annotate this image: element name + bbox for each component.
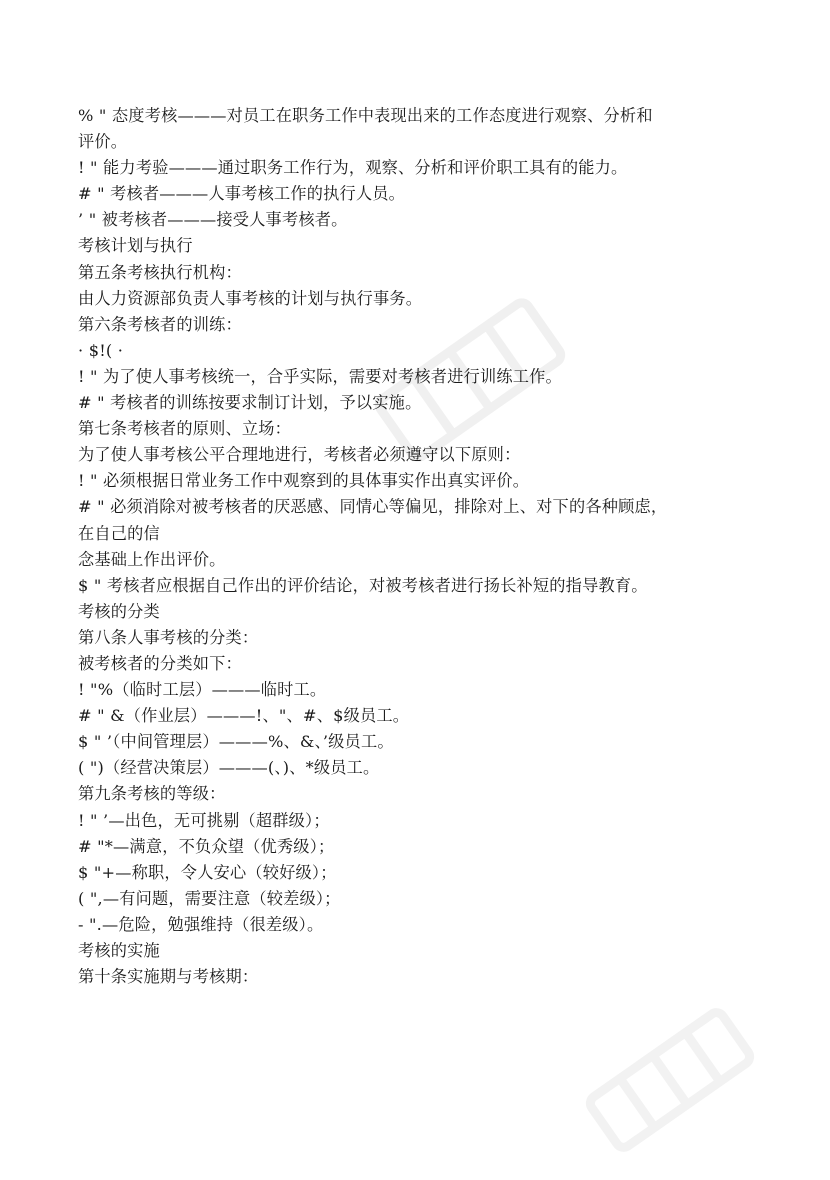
text-line: ( ",—有问题，需要注意（较差级）；: [78, 888, 341, 908]
text-line: ! "%（临时工层）———临时工。: [78, 680, 327, 700]
section-heading: 考核计划与执行: [78, 236, 193, 256]
article-heading: 第六条考核者的训练：: [78, 314, 242, 334]
text-line: ! " 能力考验———通过职务工作行为，观察、分析和评价职工具有的能力。: [78, 158, 628, 178]
text-line: 被考核者的分类如下：: [78, 653, 242, 673]
text-line: $ "+—称职，令人安心（较好级）；: [78, 862, 337, 882]
text-line: % " 态度考核———对员工在职务工作中表现出来的工作态度进行观察、分析和: [78, 106, 653, 125]
text-line: # " &（作业层）———!、"、#、$级员工。: [78, 706, 410, 726]
article-heading: 第七条考核者的原则、立场：: [78, 419, 292, 439]
text-line: # " 考核者的训练按要求制订计划，予以实施。: [78, 393, 422, 413]
text-line: # " 考核者———人事考核工作的执行人员。: [78, 184, 406, 204]
text-line: 为了使人事考核公平合理地进行，考核者必须遵守以下原则：: [78, 445, 521, 465]
watermark-logo-secondary: [560, 980, 780, 1180]
section-heading: 考核的实施: [78, 941, 160, 960]
text-line: $ " ’（中间管理层）———%、&、’级员工。: [78, 732, 394, 752]
section-heading: 考核的分类: [78, 601, 160, 621]
article-heading: 第八条人事考核的分类：: [78, 627, 259, 647]
text-line: ! " ’—出色，无可挑剔（超群级）；: [78, 810, 330, 830]
text-line: ! " 必须根据日常业务工作中观察到的具体事实作出真实评价。: [78, 471, 530, 491]
text-line: - ".—危险，勉强维持（很差级）。: [78, 914, 324, 934]
text-line: ( ")（经营决策层）———(、)、*级员工。: [78, 758, 380, 778]
text-line: 由人力资源部负责人事考核的计划与执行事务。: [78, 288, 423, 308]
article-heading: 第十条实施期与考核期：: [78, 967, 259, 987]
text-line: 评价。: [78, 132, 128, 152]
text-line: 在自己的信: [78, 523, 160, 543]
text-line: 念基础上作出评价。: [78, 549, 226, 569]
text-line: $ " 考核者应根据自己作出的评价结论，对被考核者进行扬长补短的指导教育。: [78, 575, 648, 595]
document-body: [78, 103, 768, 990]
article-heading: 第五条考核执行机构：: [78, 262, 242, 282]
text-line: ! " 为了使人事考核统一，合乎实际，需要对考核者进行训练工作。: [78, 366, 562, 386]
article-heading: 第九条考核的等级：: [78, 784, 226, 804]
text-line: ’ " 被考核者———接受人事考核者。: [78, 210, 348, 230]
text-line: · $!( ·: [78, 340, 124, 360]
text-line: # "*—满意，不负众望（优秀级）；: [78, 836, 335, 856]
text-line: # " 必须消除对被考核者的厌恶感、同情心等偏见，排除对上、对下的各种顾虑，: [78, 497, 668, 517]
